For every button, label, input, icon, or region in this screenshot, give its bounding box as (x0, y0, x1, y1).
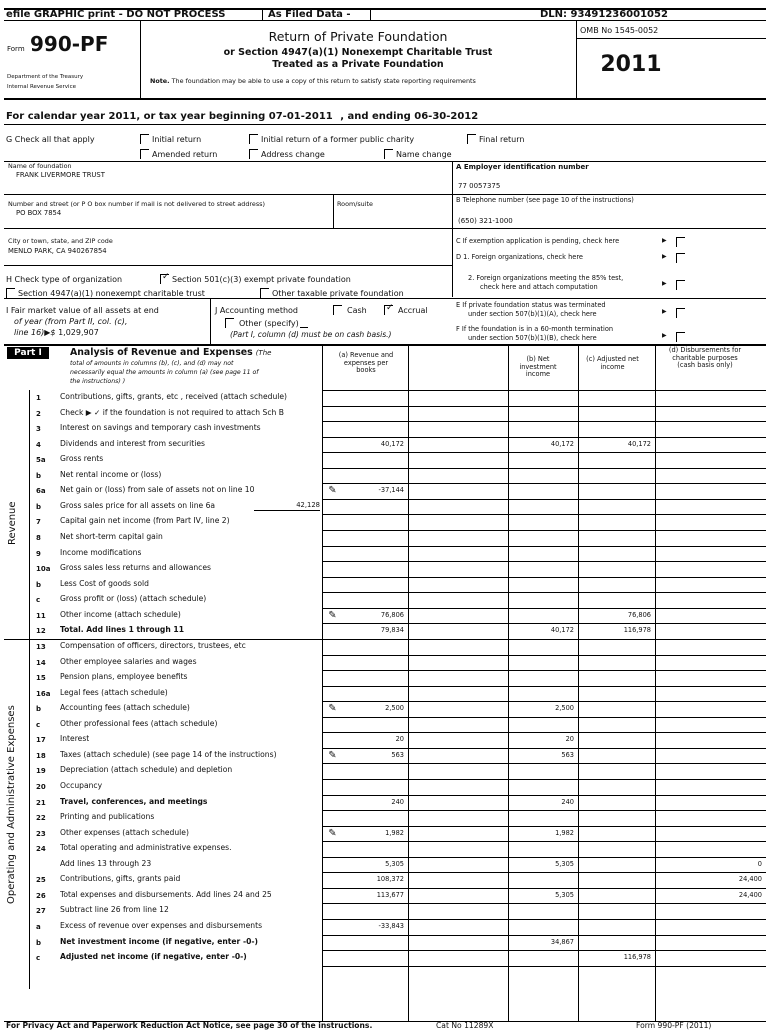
fmv-line-3-label: line 16)▶$ (14, 328, 56, 337)
dln-number: DLN: 93491236001052 (540, 9, 668, 20)
line-description: Interest (60, 735, 90, 744)
col-b-value: 20 (565, 735, 574, 744)
ein-label: A Employer identification number (456, 163, 589, 171)
phone-value: (650) 321-1000 (458, 217, 513, 225)
table-row (30, 935, 766, 951)
table-row (30, 514, 766, 530)
line-description: Adjusted net income (if negative, enter -0-) (60, 953, 247, 962)
attachment-icon[interactable]: ✎ (328, 827, 337, 839)
pf-terminated-checkbox[interactable] (676, 308, 685, 318)
arrow-d1: ▶ (662, 253, 667, 260)
col-c-value: 116,978 (623, 626, 651, 635)
col-b-value: 1,982 (555, 828, 574, 837)
line-number: 10a (36, 565, 51, 574)
line-description: Other professional fees (attach schedule) (60, 719, 218, 728)
part-1-desc-2: necessarily equal the amounts in column (a) (see page 11 of (70, 369, 259, 376)
line-description: Contributions, gifts, grants, etc , received (attach schedule) (60, 393, 288, 401)
col-a-value: 113,677 (376, 890, 404, 899)
col-b-header: (b) Net investment income (519, 355, 557, 379)
col-b-value: 40,172 (550, 439, 574, 448)
ein-value: 77 0057375 (458, 182, 501, 190)
line-description: Taxes (attach schedule) (see page 14 of the instructions) (60, 750, 277, 759)
line-number: 11 (36, 611, 46, 620)
line-description: Subtract line 26 from line 12 (60, 906, 169, 915)
attachment-icon[interactable]: ✎ (328, 749, 337, 761)
address-change-label: Address change (261, 150, 325, 159)
col-b-value: 563 (561, 750, 574, 759)
room-suite-label: Room/suite (337, 200, 373, 208)
line-number: a (36, 923, 41, 932)
name-change-checkbox[interactable] (384, 149, 393, 159)
line-description: Depreciation (attach schedule) and depletion (60, 766, 233, 775)
omb-number: OMB No 1545-0052 (580, 26, 659, 35)
line-number: 9 (36, 549, 41, 558)
final-return-label: Final return (479, 135, 525, 144)
efile-banner: efile GRAPHIC print - DO NOT PROCESS (6, 9, 226, 20)
name-change-label: Name change (396, 150, 452, 159)
tax-year: 2011 (600, 52, 662, 77)
line-description: Other expenses (attach schedule) (60, 828, 189, 837)
period-suffix: , and ending 06-30-2012 (340, 111, 479, 122)
col-a-value: 20 (395, 735, 404, 744)
pf-terminated-text-1: E If private foundation status was terminated (456, 301, 606, 309)
line-description: Add lines 13 through 23 (60, 859, 152, 868)
col-a-header: (a) Revenue and expenses per books (338, 351, 394, 375)
line-description: Total. Add lines 1 through 11 (60, 626, 184, 635)
line-number: 20 (36, 783, 46, 791)
col-d-value: 24,400 (738, 890, 762, 899)
line-description: Compensation of officers, directors, trustees, etc (60, 641, 246, 650)
line-description: Net investment income (if negative, enter -0-) (60, 937, 258, 946)
arrow-c: ▶ (662, 237, 667, 244)
line-number: 8 (36, 534, 41, 543)
accrual-method-checkbox[interactable] (384, 305, 393, 315)
line-description: Total expenses and disbursements. Add lines 24 and 25 (60, 890, 272, 899)
foreign-org-text: D 1. Foreign organizations, check here (456, 253, 583, 261)
other-method-label: Other (specify) (239, 319, 299, 328)
line-number: c (36, 720, 41, 729)
calendar-year-line (6, 111, 478, 123)
address-change-checkbox[interactable] (249, 149, 258, 159)
line-description: Net rental income or (loss) (60, 470, 162, 479)
part-1-title-text: Analysis of Revenue and Expenses (70, 347, 253, 358)
cash-method-checkbox[interactable] (333, 305, 342, 315)
col-b-value: 40,172 (550, 626, 574, 635)
table-row (30, 639, 766, 655)
h-type-label: H Check type of organization (6, 275, 123, 284)
line-description: Total operating and administrative expenses. (60, 844, 232, 853)
attachment-icon[interactable]: ✎ (328, 609, 337, 621)
col-c-value: 116,978 (623, 953, 651, 962)
line-description: Travel, conferences, and meetings (60, 797, 208, 806)
line-description: Excess of revenue over expenses and disbursements (60, 922, 263, 931)
accrual-method-label: Accrual (398, 306, 428, 315)
table-row (30, 670, 766, 686)
arrow-e: ▶ (662, 308, 667, 315)
line-number: b (36, 580, 42, 589)
col-a-value: 563 (391, 750, 404, 759)
line-number: 21 (36, 798, 46, 807)
line-number: 4 (36, 440, 41, 449)
initial-return-checkbox[interactable] (140, 134, 149, 144)
line-description: Other income (attach schedule) (60, 610, 181, 619)
col-b-value: 34,867 (550, 937, 574, 946)
line-number: 3 (36, 425, 41, 434)
line-number: 1 (36, 394, 41, 402)
table-row (30, 592, 766, 608)
fmv-line-3 (14, 328, 99, 337)
phone-label: B Telephone number (see page 10 of the instructions) (456, 196, 634, 204)
table-row (30, 810, 766, 826)
fmv-line-1: I Fair market value of all assets at end (6, 306, 159, 315)
foundation-name: FRANK LIVERMORE TRUST (16, 171, 105, 179)
fmv-line-2: of year (from Part II, col. (c), (14, 317, 128, 326)
line-number: b (36, 938, 42, 947)
col-c-value: 76,806 (627, 610, 651, 619)
part-1-desc-1: total of amounts in columns (b), (c), and (d) may not (70, 360, 234, 367)
col-d-value: 24,400 (738, 875, 762, 884)
other-taxable-label: Other taxable private foundation (272, 289, 404, 298)
line-description: Contributions, gifts, grants paid (60, 875, 181, 884)
termination-checkbox[interactable] (676, 332, 685, 342)
table-row (30, 950, 766, 966)
line-number: c (36, 954, 41, 963)
form-note (150, 78, 476, 85)
form-title: Return of Private Foundation (268, 29, 448, 44)
line-description: Printing and publications (60, 813, 155, 822)
line-number: 25 (36, 876, 46, 885)
other-taxable-checkbox[interactable] (260, 288, 269, 298)
line-description: Pension plans, employee benefits (60, 673, 188, 682)
part-1-desc-3: the instructions) ) (70, 378, 126, 385)
fmv-value: 1,029,907 (58, 328, 99, 337)
exemption-pending-checkbox[interactable] (676, 237, 685, 247)
dept-irs: Internal Revenue Service (7, 84, 76, 90)
line-description: Income modifications (60, 548, 142, 557)
row-rule (322, 966, 766, 967)
line-number: 6a (36, 487, 46, 496)
line-number: 12 (36, 627, 46, 636)
line-number: 22 (36, 814, 46, 823)
amended-return-label: Amended return (152, 150, 218, 159)
part-1-title (70, 348, 271, 359)
form-subtitle-1: or Section 4947(a)(1) Nonexempt Charitable Trust (223, 47, 493, 58)
line-number: c (36, 596, 41, 605)
line-description: Legal fees (attach schedule) (60, 688, 168, 697)
line-number: 26 (36, 891, 46, 900)
section-4947-checkbox[interactable] (6, 288, 15, 298)
foreign-85-text-1: 2. Foreign organizations meeting the 85% test, (468, 274, 624, 282)
former-charity-checkbox[interactable] (249, 134, 258, 144)
arrow-d2: ▶ (662, 280, 667, 287)
line-number: 15 (36, 674, 46, 683)
pf-terminated-text-2: under section 507(b)(1)(A), check here (468, 310, 597, 318)
table-row (30, 655, 766, 671)
accounting-method-label: J Accounting method (215, 306, 299, 315)
table-row (30, 903, 766, 919)
col-d-value: 0 (757, 859, 762, 868)
part-1-title-suffix: (The (255, 349, 272, 357)
line-description: Net short-term capital gain (60, 533, 163, 542)
as-filed-banner: As Filed Data - (268, 9, 351, 20)
table-row (30, 546, 766, 562)
col-d-header: (d) Disbursements for charitable purposes (cash basis only) (668, 346, 742, 370)
city-label: City or town, state, and ZIP code (8, 237, 113, 245)
line-number: 2 (36, 409, 41, 418)
g-check-label: G Check all that apply (6, 135, 95, 144)
revenue-section-label: Revenue (7, 501, 18, 545)
line-number: 7 (36, 518, 41, 527)
col-b-value: 240 (561, 797, 574, 806)
catalog-number: Cat No 11289X (436, 1021, 494, 1030)
col-a-value: 79,834 (380, 626, 404, 635)
line-number: 27 (36, 907, 46, 916)
table-row (30, 763, 766, 779)
line-number: 18 (36, 751, 46, 760)
line-number: b (36, 502, 42, 511)
line-description: Other employee salaries and wages (60, 657, 197, 666)
line-description: Gross sales less returns and allowances (60, 564, 211, 573)
table-row (30, 717, 766, 733)
section-501c3-label: Section 501(c)(3) exempt private foundation (172, 275, 351, 284)
col-a-value: 5,305 (385, 859, 404, 868)
attachment-icon[interactable]: ✎ (328, 485, 337, 497)
col-a-value: 40,172 (380, 439, 404, 448)
cash-basis-note: (Part I, column (d) must be on cash basis.) (230, 330, 392, 339)
attachment-icon[interactable]: ✎ (328, 703, 337, 715)
city-value: MENLO PARK, CA 940267854 (8, 247, 107, 255)
form-word: Form (7, 45, 25, 53)
form-subtitle-2: Treated as a Private Foundation (272, 59, 444, 70)
col-a-value: 108,372 (376, 875, 404, 884)
line-description: Gross profit or (loss) (attach schedule) (60, 595, 207, 604)
foreign-org-checkbox[interactable] (676, 253, 685, 263)
table-row (30, 421, 766, 437)
table-row (30, 390, 766, 406)
col-c-value: 40,172 (627, 439, 651, 448)
line-number: b (36, 705, 42, 714)
table-row (30, 686, 766, 702)
table-row (30, 499, 766, 515)
line-description: Capital gain net income (from Part IV, line 2) (60, 517, 230, 526)
line-description: Accounting fees (attach schedule) (60, 704, 190, 713)
gross-sales-value: 42,128 (254, 502, 320, 511)
expenses-section-label: Operating and Administrative Expenses (6, 705, 17, 904)
line-description: Gross rents (60, 455, 104, 464)
former-charity-label: Initial return of a former public charity (261, 135, 415, 144)
col-a-value: 240 (391, 797, 404, 806)
table-row (30, 779, 766, 795)
final-return-checkbox[interactable] (467, 134, 476, 144)
line-description: Gross sales price for all assets on line 6a (60, 501, 216, 510)
footer-form: Form 990-PF (2011) (636, 1021, 712, 1030)
note-text: The foundation may be able to use a copy of this return to satisfy state reporting requirements (171, 77, 476, 85)
privacy-notice: For Privacy Act and Paperwork Reduction Act Notice, see page 30 of the instructions. (6, 1021, 373, 1030)
line-description: Occupancy (60, 782, 103, 790)
line-number: 23 (36, 829, 46, 838)
period-prefix: For calendar year 2011, or tax year beginning 07-01-2011 (6, 111, 333, 122)
termination-text-2: under section 507(b)(1)(B), check here (468, 334, 597, 342)
line-number: 19 (36, 767, 46, 776)
note-label: Note. (150, 77, 170, 85)
table-row (30, 468, 766, 484)
line-number: b (36, 471, 42, 480)
section-4947-label: Section 4947(a)(1) nonexempt charitable trust (18, 289, 205, 298)
col-a-value: 1,982 (385, 828, 404, 837)
line-description: Dividends and interest from securities (60, 439, 205, 448)
cash-method-label: Cash (347, 306, 367, 315)
line-number: 24 (36, 845, 46, 854)
table-row (30, 530, 766, 546)
other-method-checkbox[interactable] (225, 318, 234, 328)
table-row (30, 841, 766, 857)
amended-return-checkbox[interactable] (140, 149, 149, 159)
col-a-value: 76,806 (380, 610, 404, 619)
exemption-pending-text: C If exemption application is pending, check here (456, 237, 620, 245)
col-a-value: -37,144 (378, 486, 404, 495)
line-number: 13 (36, 642, 46, 651)
col-b-value: 5,305 (555, 859, 574, 868)
table-row (30, 452, 766, 468)
part-1-tag: Part I (7, 347, 49, 359)
line-number: 14 (36, 658, 46, 667)
line-number: 5a (36, 456, 46, 465)
col-b-value: 2,500 (555, 704, 574, 713)
col-a-value: -33,843 (378, 922, 404, 931)
col-c-header: (c) Adjusted net income (586, 355, 639, 371)
line-description: Check ▶ ✓ if the foundation is not required to attach Sch B (60, 408, 284, 417)
termination-text-1: F If the foundation is in a 60-month termination (456, 325, 614, 333)
table-row (30, 577, 766, 593)
arrow-f: ▶ (662, 332, 667, 339)
col-a-value: 2,500 (385, 704, 404, 713)
line-number: 16a (36, 689, 51, 698)
line-description: Less Cost of goods sold (60, 579, 149, 588)
dept-treasury: Department of the Treasury (7, 74, 84, 80)
street-label: Number and street (or P O box number if mail is not delivered to street address) (8, 200, 265, 208)
table-row (30, 561, 766, 577)
line-description: Interest on savings and temporary cash investments (60, 424, 261, 433)
col-b-value: 5,305 (555, 890, 574, 899)
foreign-85-text-2: check here and attach computation (480, 283, 598, 291)
foundation-name-label: Name of foundation (8, 162, 72, 170)
section-501c3-checkbox[interactable] (160, 274, 169, 284)
table-row (30, 406, 766, 422)
initial-return-label: Initial return (152, 135, 202, 144)
line-description: Net gain or (loss) from sale of assets not on line 10 (60, 486, 255, 495)
foreign-85-checkbox[interactable] (676, 280, 685, 290)
street-value: PO BOX 7854 (16, 209, 62, 217)
form-number: 990-PF (30, 32, 109, 56)
line-number: 17 (36, 736, 46, 745)
